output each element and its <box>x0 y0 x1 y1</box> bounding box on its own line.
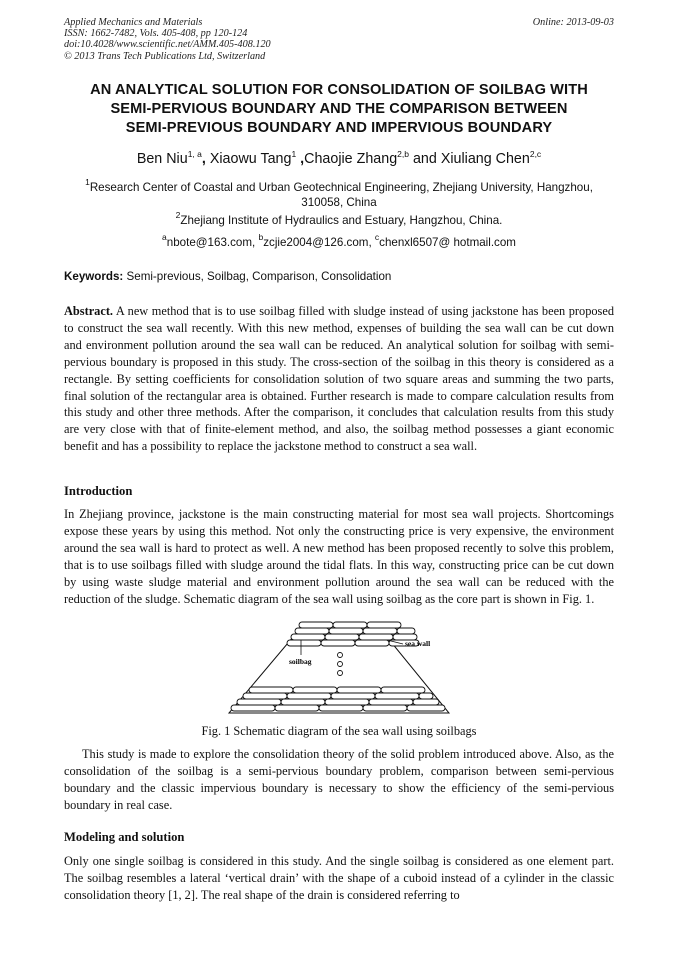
author-affil-mark: 1 <box>291 149 297 159</box>
affiliation-2 <box>62 210 616 228</box>
author-affil-mark: 2,b <box>397 149 409 159</box>
email-mark: c <box>374 232 380 242</box>
journal-info <box>64 17 271 62</box>
title-line-2: SEMI-PERVIOUS BOUNDARY AND THE COMPARISON BETWEEN <box>110 101 568 117</box>
abstract <box>64 303 614 455</box>
journal-name: Applied Mechanics and Materials <box>64 17 203 28</box>
issn-line: ISSN: 1662-7482, Vols. 405-408, pp 120-124 <box>64 28 248 40</box>
paper-title <box>40 81 638 138</box>
email-mark: a <box>162 232 167 242</box>
copyright-line: © 2013 Trans Tech Publications Ltd, Switzerland <box>64 50 266 62</box>
introduction-paragraph: In Zhejiang province, jackstone is the main constructing material for most sea wall projects. Shortcomings expose these years by using this method. Not only the constructing price is very expensive, the environment around the sea wall is hard to protect as well. A new method has been proposed recently to solve this problem, that is to use soilbags filled with sludge around the tidal flats. In this way, constructing price can be cut down by using waste sludge material and environment pollution around the sea wall can be reduced with the reduction of the sludge. Schematic diagram of the sea wall using soilbag as the core part is shown in Fig. 1. <box>64 507 614 606</box>
email-address[interactable]: nbote@163.com, <box>166 236 256 249</box>
author-name: Chaojie Zhang <box>304 151 398 167</box>
section-heading-introduction: Introduction <box>64 484 133 498</box>
affil-number: 2 <box>175 210 181 220</box>
author-affil-mark: 1, a <box>187 149 202 159</box>
affiliation-text: 310058, China <box>301 196 377 209</box>
online-date: Online: 2013-09-03 <box>532 17 614 28</box>
keywords-text: Semi-previous, Soilbag, Comparison, Consolidation <box>126 270 392 283</box>
author-name: Xiaowu Tang <box>209 151 292 167</box>
author-affil-mark: 2,c <box>529 149 542 159</box>
label-soilbag: soilbag <box>289 657 312 666</box>
author-emails <box>62 232 616 250</box>
figure-caption: Fig. 1 Schematic diagram of the sea wall using soilbags <box>201 724 477 738</box>
keywords-label: Keywords: <box>64 270 124 283</box>
abstract-text: A new method that is to use soilbag filled with sludge instead of using jackstone has been proposed to construct the sea wall recently. With this new method, expenses of building the sea wall can be cut down and environment pollution around the sea wall can be reduced. An analytical solution for soilbag with semi-pervious boundary is proposed in this study. The cross-section of the soilbag in this theory is considered as a rectangle. By setting coefficients for consolidation solution of two square areas and summing the two parts, final solution of the rectangular area is obtained. Further research is made to compare calculation results from this study and other three methods. After the comparison, it concludes that calculation results from this study are very close with that of finite-element method, and also, the soilbag method possesses a giant economic benefit and has a possibility to replace the jackstone method to construct a sea wall. <box>64 304 614 454</box>
core-soilbag-circles <box>338 653 343 676</box>
top-soilbag-rows <box>287 622 419 646</box>
email-address[interactable]: zcjie2004@126.com, <box>263 236 372 249</box>
label-sea-wall: sea wall <box>405 639 431 648</box>
section-heading-modeling: Modeling and solution <box>64 830 185 844</box>
title-line-1: AN ANALYTICAL SOLUTION FOR CONSOLIDATION OF SOILBAG WITH <box>90 82 588 98</box>
study-paragraph: This study is made to explore the consolidation theory of the solid problem introduced above. Also, as the consolidation of the soilbag is a semi-pervious boundary problem, comparison between semi-pervious boundary and the classic impervious boundary is necessary to show the efficiency of the semi-pervious boundary in real case. <box>64 747 614 812</box>
modeling-paragraph: Only one single soilbag is considered in this study. And the single soilbag is considered as one element part. The soilbag resembles a lateral ‘vertical drain’ with the shape of a cuboid instead of a cylinder in the classic consolidation theory [1, 2]. The real shape of the drain is considered referring to <box>64 854 614 902</box>
author-name: Xiuliang Chen <box>440 151 530 167</box>
email-mark: b <box>258 232 264 242</box>
author-conjunction: and <box>412 151 437 167</box>
figure-1 <box>225 621 455 717</box>
email-address[interactable]: chenxl6507@ hotmail.com <box>379 236 516 249</box>
doi-line[interactable]: doi:10.4028/www.scientific.net/AMM.405-408.120 <box>64 39 271 51</box>
affiliation-text: Zhejiang Institute of Hydraulics and Estuary, Hangzhou, China. <box>180 214 503 227</box>
sea-wall-diagram <box>225 621 455 717</box>
abstract-label: Abstract. <box>64 304 114 318</box>
keywords <box>64 270 391 283</box>
title-line-3: SEMI-PREVIOUS BOUNDARY AND IMPERVIOUS BOUNDARY <box>125 120 553 136</box>
affiliation-1 <box>62 177 616 210</box>
author-list: Ben Niu$^{1, a}$, Xiaowu Tang$^1$ ,Chaojie Zhang$^{2,b}$ and Xiuliang Chen$^{2,c}$ <box>136 149 542 167</box>
affil-number: 1 <box>85 177 90 187</box>
affiliation-text: Research Center of Coastal and Urban Geotechnical Engineering, Zhejiang University, Hangzhou, <box>89 181 593 194</box>
author-name: Ben Niu <box>136 151 188 167</box>
bottom-soilbag-rows <box>231 687 445 711</box>
